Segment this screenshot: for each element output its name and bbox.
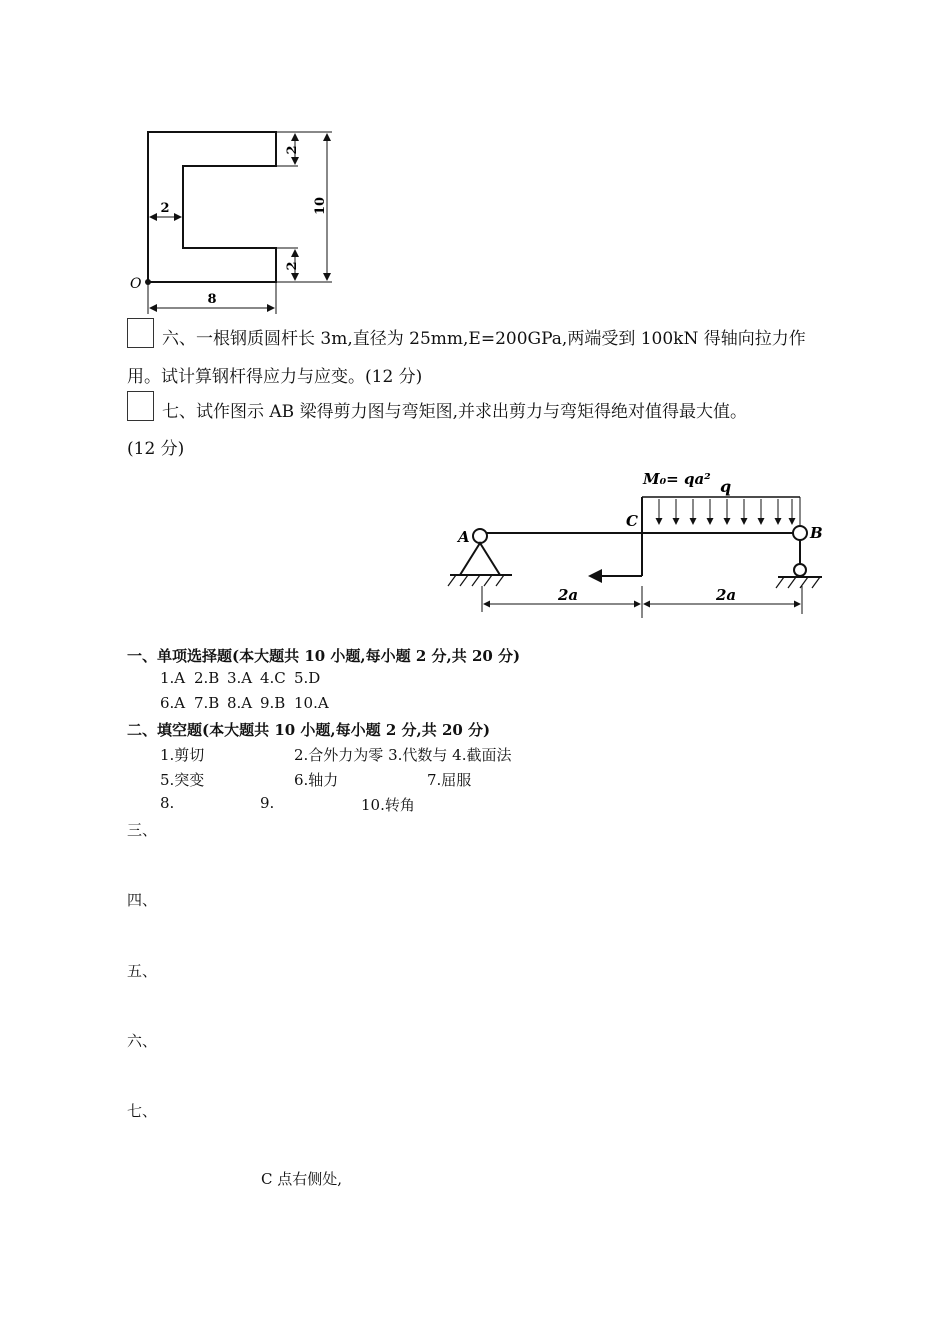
q6-line2: 用。试计算钢杆得应力与应变。(12 分)	[127, 367, 423, 387]
answer-section7-heading: 七、	[127, 1102, 158, 1120]
q6-line1: 六、一根钢质圆杆长 3m,直径为 25mm,E=200GPa,两端受到 100kN 得轴向拉力作	[162, 329, 806, 349]
answer-s1-row2-3: 8.A	[227, 694, 253, 712]
q7-line2: (12 分)	[127, 439, 185, 459]
answer-s1-row2-4: 9.B	[260, 694, 286, 712]
answer-s2-row3-2: 9.	[260, 794, 275, 812]
label-b: B	[810, 524, 823, 542]
answer-s1-row2-5: 10.A	[294, 694, 329, 712]
answer-section6-heading: 六、	[127, 1032, 158, 1050]
answer-s1-row2-2: 7.B	[194, 694, 220, 712]
label-c: C	[626, 512, 638, 530]
answer-section1-heading: 一、单项选择题(本大题共 10 小题,每小题 2 分,共 20 分)	[127, 647, 521, 665]
label-a: A	[458, 528, 470, 546]
dim-web: 2	[160, 201, 170, 216]
dim-bottom-thickness: 2	[285, 261, 300, 271]
answer-s2-row3-1: 8.	[160, 794, 175, 812]
answer-s1-row1-3: 3.A	[227, 669, 253, 687]
span-left-label: 2a	[558, 586, 579, 604]
dim-width: 8	[207, 292, 217, 307]
dim-top-thickness: 2	[285, 145, 300, 155]
span-right-label: 2a	[716, 586, 737, 604]
answer-s2-row2-1: 5.突变	[160, 771, 205, 789]
answer-s2-row3-3: 10.转角	[361, 796, 415, 814]
answer-s1-row2-1: 6.A	[160, 694, 186, 712]
answer-s1-row1-2: 2.B	[194, 669, 220, 687]
score-box-q7[interactable]	[127, 391, 154, 421]
answer-section4-heading: 四、	[127, 891, 158, 909]
answer-s2-row1-1: 1.剪切	[160, 746, 205, 764]
load-label: q	[720, 477, 732, 496]
moment-label: M₀= qa²	[643, 470, 711, 488]
answer-s1-row1-5: 5.D	[294, 669, 321, 687]
answer-section5-heading: 五、	[127, 962, 158, 980]
beam-figure	[440, 462, 840, 632]
answer-s2-row2-3: 7.屈服	[427, 771, 472, 789]
answer-section2-heading: 二、填空题(本大题共 10 小题,每小题 2 分,共 20 分)	[127, 721, 491, 739]
answer-s2-row1-2: 2.合外力为零 3.代数与 4.截面法	[294, 746, 512, 764]
answer-s1-row1-1: 1.A	[160, 669, 186, 687]
origin-label: O	[130, 276, 142, 292]
score-box-q6[interactable]	[127, 318, 154, 348]
answer-s2-row2-2: 6.轴力	[294, 771, 339, 789]
answer-section3-heading: 三、	[127, 821, 158, 839]
channel-section-figure	[120, 120, 350, 320]
q7-line1: 七、试作图示 AB 梁得剪力图与弯矩图,并求出剪力与弯矩得绝对值得最大值。	[162, 402, 747, 422]
answer-s1-row1-4: 4.C	[260, 669, 286, 687]
dim-height: 10	[313, 196, 328, 216]
answer-note: C 点右侧处,	[261, 1170, 343, 1188]
